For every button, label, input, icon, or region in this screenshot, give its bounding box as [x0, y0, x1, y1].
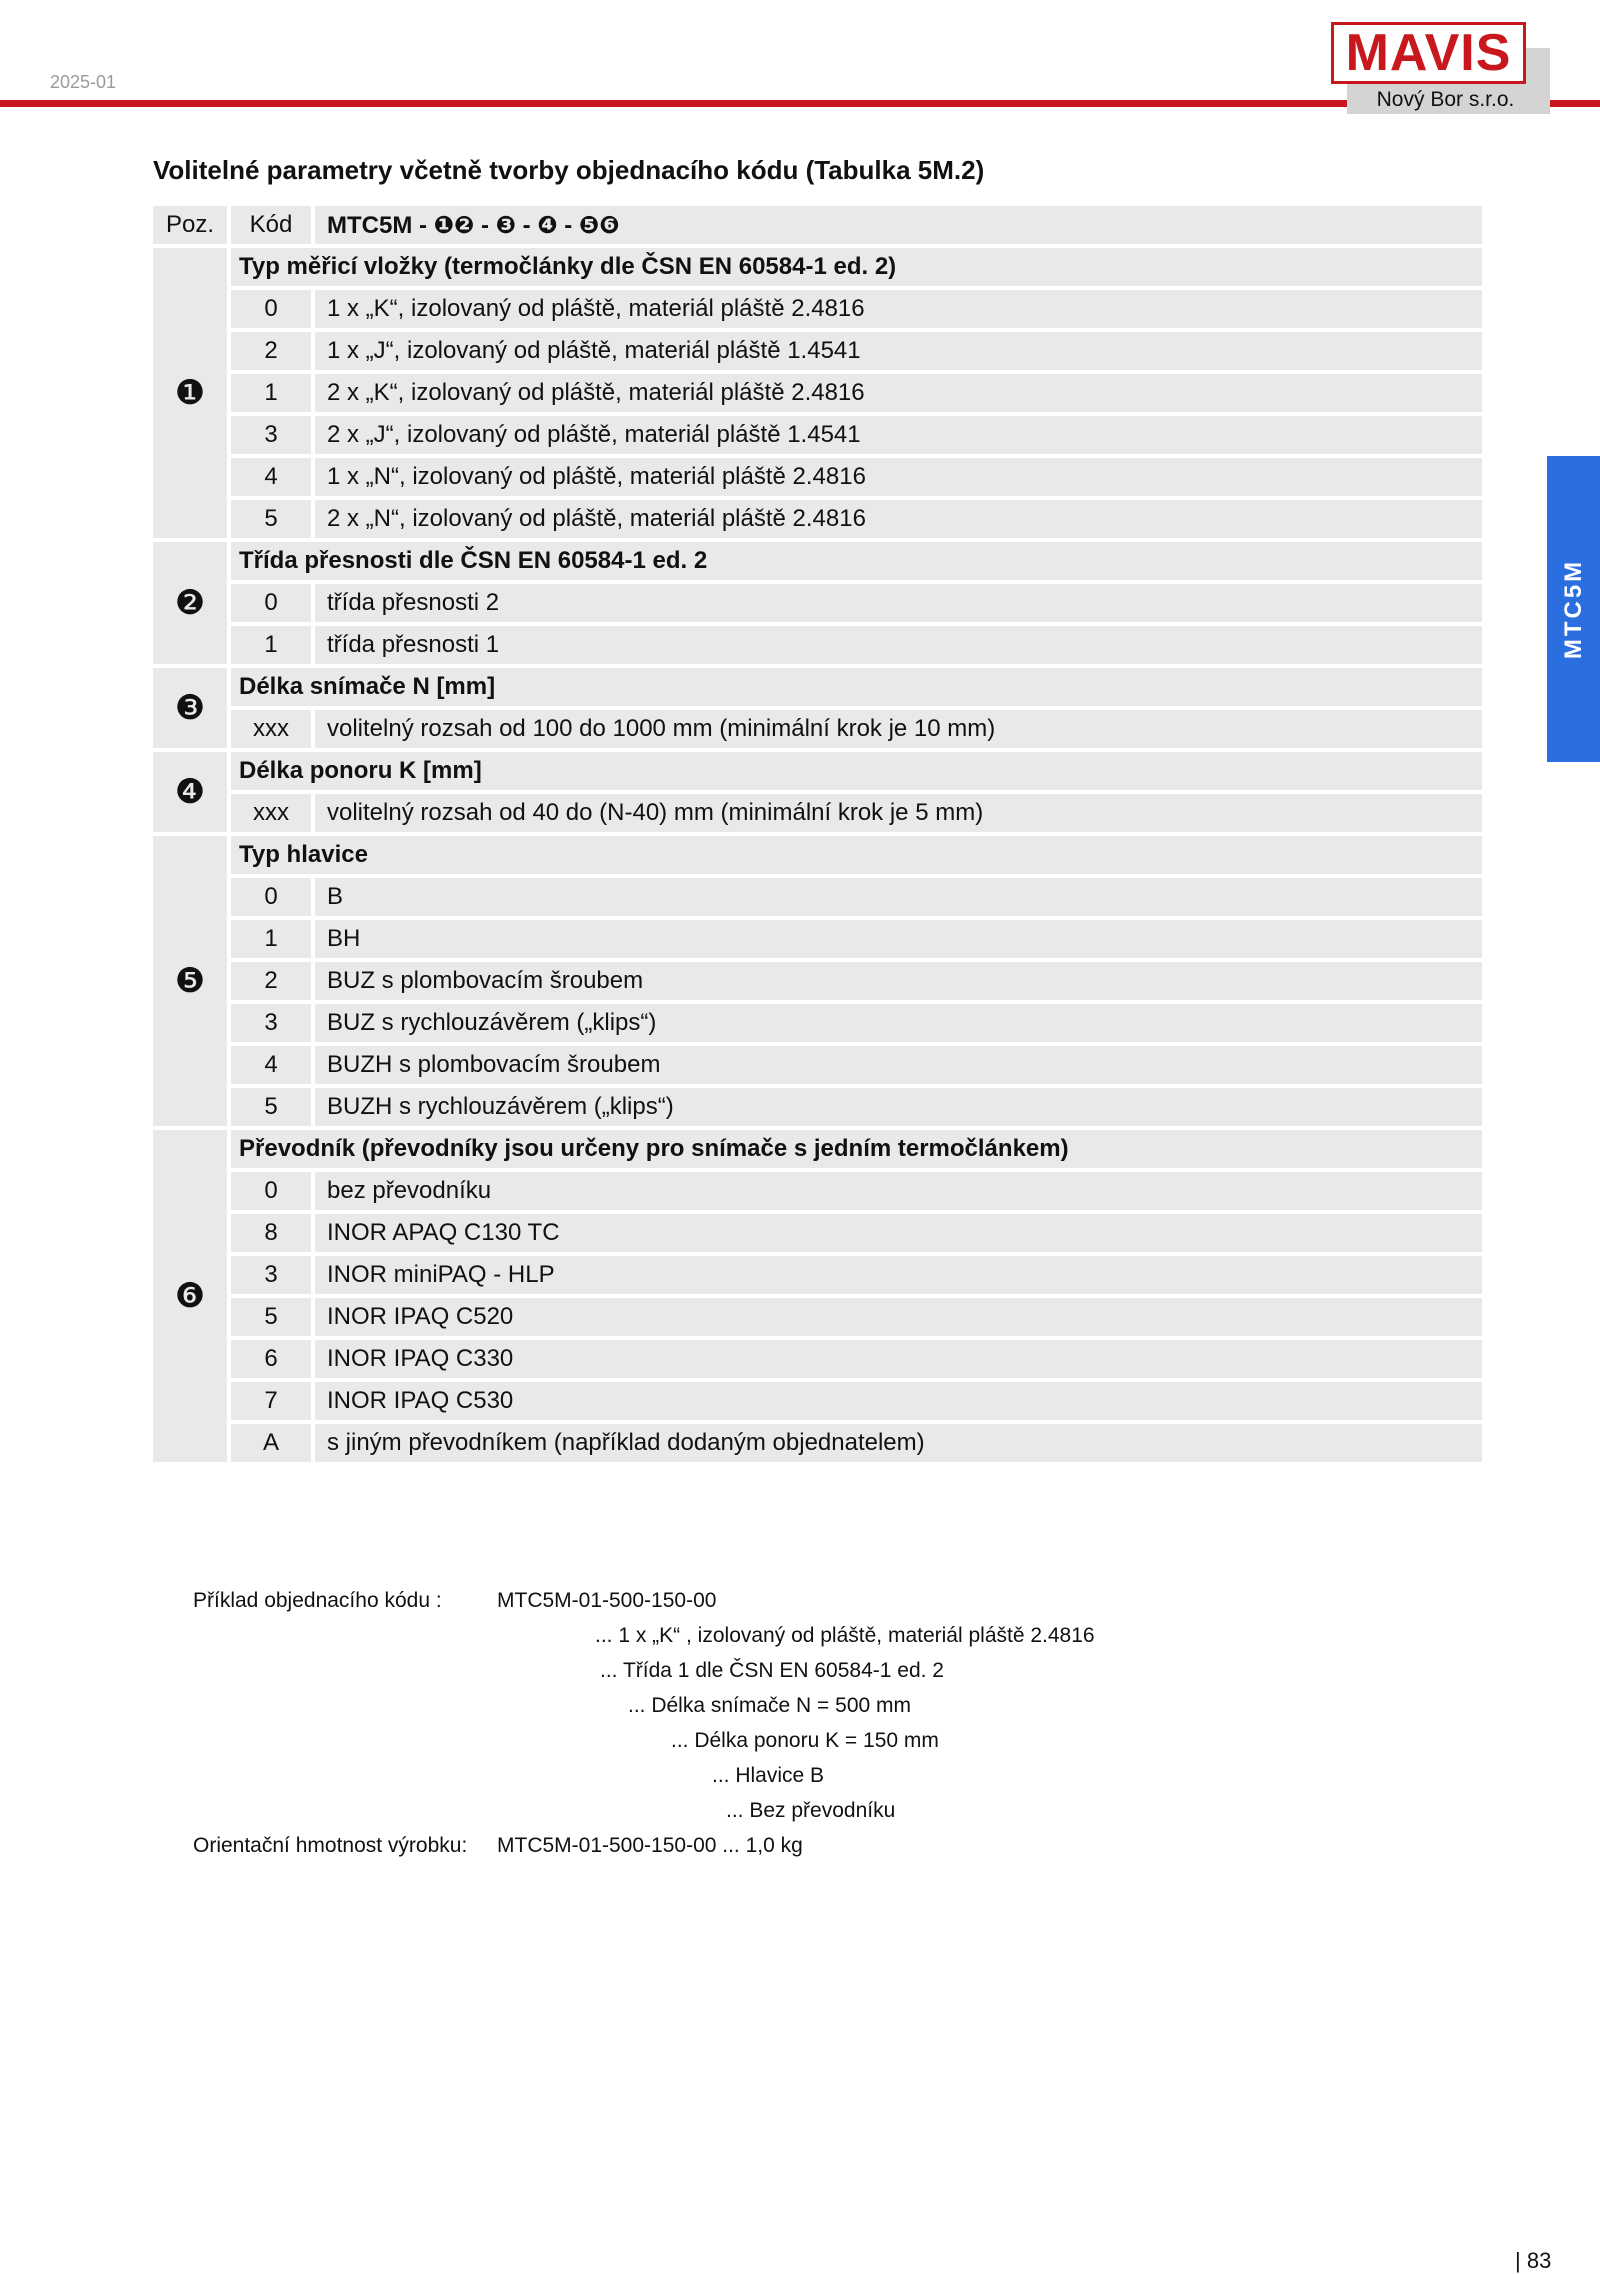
header-code: Kód: [231, 206, 315, 248]
table-row: [153, 1424, 1486, 1466]
table-row: [153, 374, 1486, 416]
section-row: [153, 836, 1486, 878]
position-marker: ❻: [153, 1130, 231, 1466]
table-row: [153, 458, 1486, 500]
mavis-logo: [1331, 22, 1526, 84]
option-code: 8: [231, 1214, 315, 1256]
page-title: Volitelné parametry včetně tvorby objednacího kódu (Tabulka 5M.2): [153, 155, 985, 185]
option-code: 1: [231, 374, 315, 416]
option-description: BUZH s plombovacím šroubem: [315, 1046, 1486, 1088]
option-description: třída přesnosti 2: [315, 584, 1486, 626]
example-line: ... Délka ponoru K = 150 mm: [671, 1729, 939, 1752]
option-description: 2 x „J“, izolovaný od pláště, materiál pláště 1.4541: [315, 416, 1486, 458]
table-row: [153, 920, 1486, 962]
table-row: [153, 962, 1486, 1004]
example-line: ... Bez převodníku: [726, 1799, 896, 1822]
option-code: 5: [231, 1088, 315, 1130]
section-title: Typ hlavice: [231, 836, 1486, 878]
section-row: [153, 542, 1486, 584]
option-code: 0: [231, 878, 315, 920]
option-code: 4: [231, 458, 315, 500]
option-description: INOR miniPAQ - HLP: [315, 1256, 1486, 1298]
option-description: 1 x „N“, izolovaný od pláště, materiál pláště 2.4816: [315, 458, 1486, 500]
table-row: [153, 878, 1486, 920]
table-row: [153, 1382, 1486, 1424]
position-marker: ❸: [153, 668, 231, 752]
table-header-row: [153, 206, 1486, 248]
example-line: ... Délka snímače N = 500 mm: [628, 1694, 912, 1717]
option-description: B: [315, 878, 1486, 920]
page-number: | 83: [1515, 2248, 1552, 2273]
table-row: [153, 1004, 1486, 1046]
table-row: [153, 626, 1486, 668]
section-title: Typ měřicí vložky (termočlánky dle ČSN EN 60584-1 ed. 2): [231, 248, 1486, 290]
option-code: 7: [231, 1382, 315, 1424]
side-tab: [1547, 456, 1600, 762]
section-title: Převodník (převodníky jsou určeny pro snímače s jedním termočlánkem): [231, 1130, 1486, 1172]
option-description: třída přesnosti 1: [315, 626, 1486, 668]
option-code: xxx: [231, 710, 315, 752]
header-order-code: MTC5M - ❶❷ - ❸ - ❹ - ❺❻: [315, 206, 1486, 248]
option-code: xxx: [231, 794, 315, 836]
table-row: [153, 1172, 1486, 1214]
table-row: [153, 332, 1486, 374]
option-code: 3: [231, 1256, 315, 1298]
document-date: 2025-01: [50, 72, 117, 92]
option-description: INOR IPAQ C330: [315, 1340, 1486, 1382]
option-description: INOR IPAQ C530: [315, 1382, 1486, 1424]
section-row: [153, 668, 1486, 710]
weight-value: MTC5M-01-500-150-00 ... 1,0 kg: [497, 1834, 803, 1857]
example-label: Příklad objednacího kódu :: [193, 1589, 442, 1612]
example-line: ... 1 x „K“ , izolovaný od pláště, materiál pláště 2.4816: [595, 1624, 1095, 1647]
option-code: 1: [231, 920, 315, 962]
option-code: 2: [231, 332, 315, 374]
option-code: 5: [231, 1298, 315, 1340]
option-code: 2: [231, 962, 315, 1004]
position-marker: ❹: [153, 752, 231, 836]
table-row: [153, 290, 1486, 332]
section-title: Délka ponoru K [mm]: [231, 752, 1486, 794]
table-row: [153, 500, 1486, 542]
option-description: 2 x „N“, izolovaný od pláště, materiál pláště 2.4816: [315, 500, 1486, 542]
option-code: 0: [231, 290, 315, 332]
options-table: [153, 206, 1486, 1466]
option-description: volitelný rozsah od 40 do (N-40) mm (minimální krok je 5 mm): [315, 794, 1486, 836]
table-row: [153, 416, 1486, 458]
option-code: 0: [231, 1172, 315, 1214]
option-code: 4: [231, 1046, 315, 1088]
table-row: [153, 710, 1486, 752]
option-description: 2 x „K“, izolovaný od pláště, materiál pláště 2.4816: [315, 374, 1486, 416]
weight-label: Orientační hmotnost výrobku:: [193, 1834, 468, 1857]
table-row: [153, 1256, 1486, 1298]
option-code: 3: [231, 416, 315, 458]
table-row: [153, 1046, 1486, 1088]
option-code: 1: [231, 626, 315, 668]
section-row: [153, 752, 1486, 794]
table-row: [153, 1214, 1486, 1256]
option-description: BUZ s plombovacím šroubem: [315, 962, 1486, 1004]
side-tab-label: MTC5M: [1559, 558, 1587, 660]
option-description: bez převodníku: [315, 1172, 1486, 1214]
position-marker: ❶: [153, 248, 231, 542]
position-marker: ❺: [153, 836, 231, 1130]
logo-subtitle: Nový Bor s.r.o.: [1376, 88, 1515, 111]
section-title: Délka snímače N [mm]: [231, 668, 1486, 710]
option-description: s jiným převodníkem (například dodaným objednatelem): [315, 1424, 1486, 1466]
position-marker: ❷: [153, 542, 231, 668]
header-pos: Poz.: [153, 206, 231, 248]
table-row: [153, 1340, 1486, 1382]
example-line: ... Hlavice B: [712, 1764, 825, 1787]
logo-text: MAVIS: [1345, 24, 1512, 82]
option-code: 5: [231, 500, 315, 542]
option-description: BUZ s rychlouzávěrem („klips“): [315, 1004, 1486, 1046]
option-code: A: [231, 1424, 315, 1466]
option-description: volitelný rozsah od 100 do 1000 mm (minimální krok je 10 mm): [315, 710, 1486, 752]
option-description: BH: [315, 920, 1486, 962]
table-row: [153, 1298, 1486, 1340]
section-row: [153, 1130, 1486, 1172]
option-code: 6: [231, 1340, 315, 1382]
section-row: [153, 248, 1486, 290]
option-description: INOR APAQ C130 TC: [315, 1214, 1486, 1256]
table-row: [153, 584, 1486, 626]
option-code: 0: [231, 584, 315, 626]
table-row: [153, 1088, 1486, 1130]
example-line: ... Třída 1 dle ČSN EN 60584-1 ed. 2: [600, 1659, 944, 1682]
section-title: Třída přesnosti dle ČSN EN 60584-1 ed. 2: [231, 542, 1486, 584]
option-description: 1 x „J“, izolovaný od pláště, materiál pláště 1.4541: [315, 332, 1486, 374]
option-description: INOR IPAQ C520: [315, 1298, 1486, 1340]
example-code: MTC5M-01-500-150-00: [497, 1589, 717, 1612]
option-code: 3: [231, 1004, 315, 1046]
table-row: [153, 794, 1486, 836]
option-description: 1 x „K“, izolovaný od pláště, materiál pláště 2.4816: [315, 290, 1486, 332]
option-description: BUZH s rychlouzávěrem („klips“): [315, 1088, 1486, 1130]
